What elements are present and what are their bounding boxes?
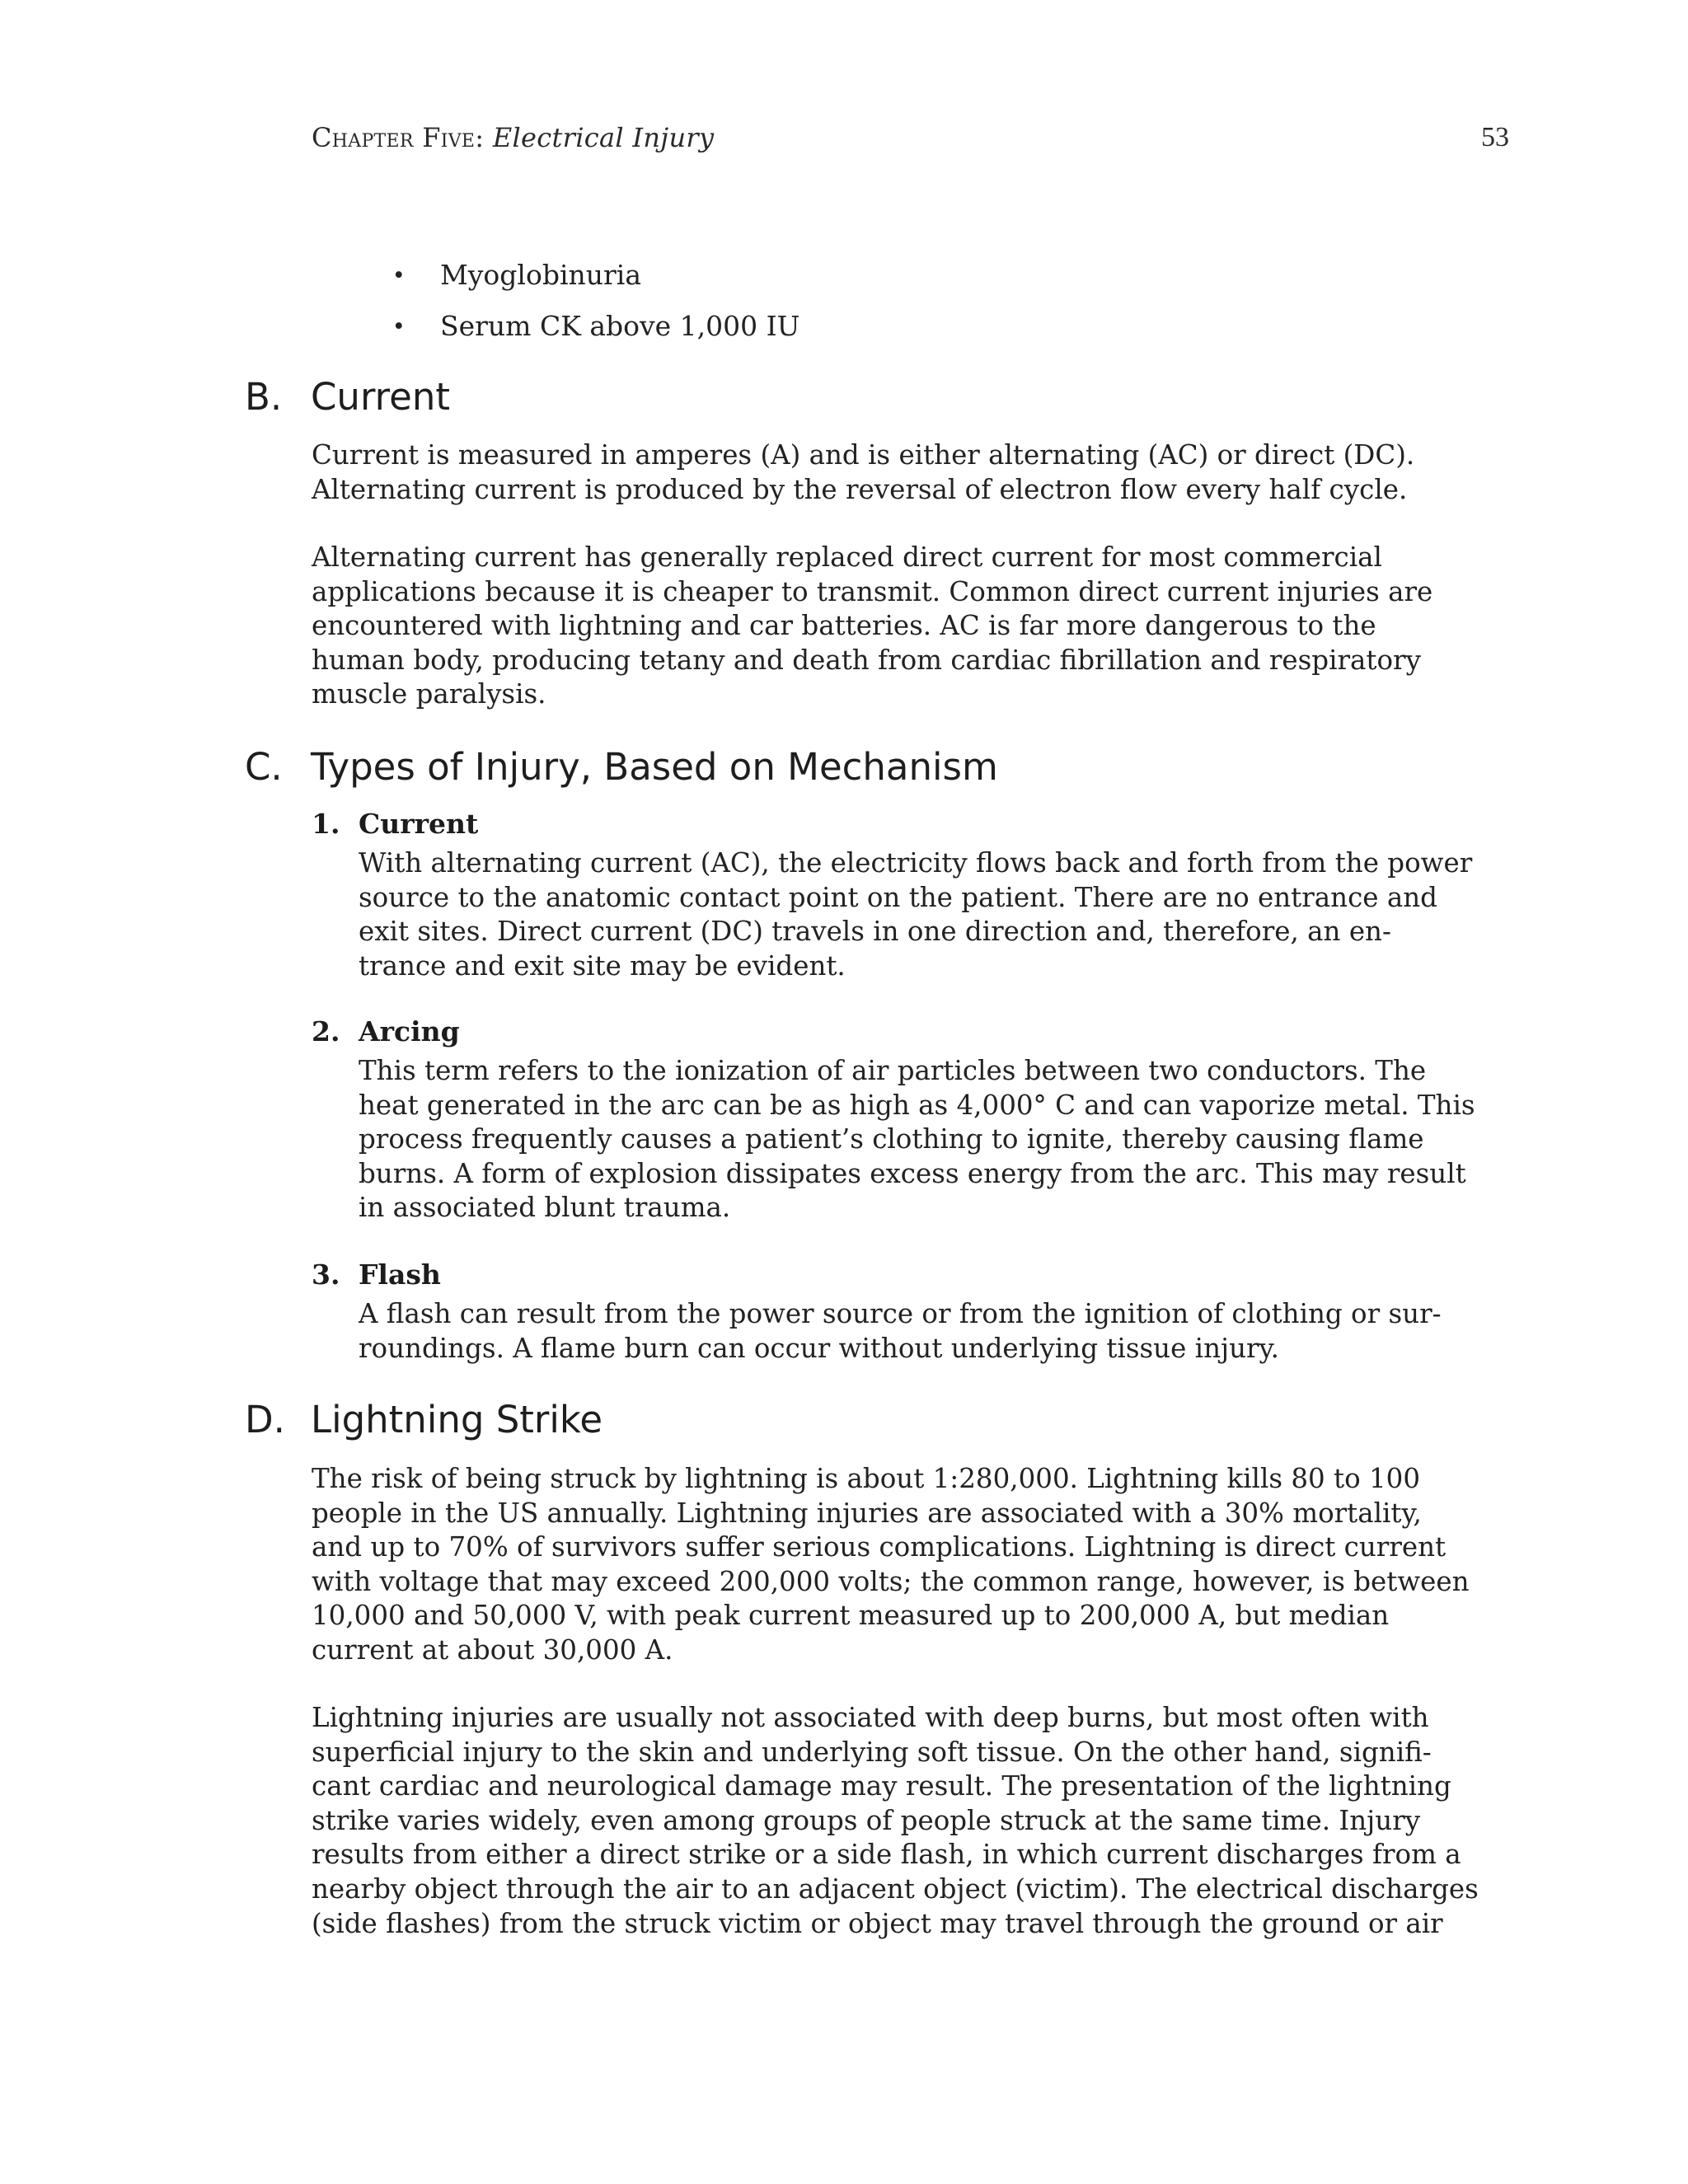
page-number: 53 bbox=[1481, 122, 1509, 152]
subsection-number: 1. bbox=[312, 808, 340, 840]
text-line: muscle paralysis. bbox=[312, 678, 546, 710]
text-line: people in the US annually. Lightning injuries are associated with a 30% mortality, bbox=[312, 1497, 1422, 1529]
section-heading-lightning-strike bbox=[245, 1398, 603, 1441]
chapter-title: Electrical Injury bbox=[492, 122, 715, 153]
list-item bbox=[389, 255, 799, 307]
text-line: source to the anatomic contact point on the patient. There are no entrance and bbox=[359, 881, 1437, 913]
text-line: Alternating current has generally replaced direct current for most commercial bbox=[312, 541, 1382, 573]
subsection-heading-flash bbox=[312, 1258, 441, 1291]
paragraph bbox=[359, 1297, 1442, 1366]
text-line: Alternating current is produced by the reversal of electron flow every half cycle. bbox=[312, 473, 1408, 505]
text-line: exit sites. Direct current (DC) travels in one direction and, therefore, an en- bbox=[359, 916, 1391, 948]
text-line: burns. A form of explosion dissipates excess energy from the arc. This may result bbox=[359, 1157, 1466, 1189]
text-line: superficial injury to the skin and underlying soft tissue. On the other hand, signifi- bbox=[312, 1736, 1432, 1768]
text-line: human body, producing tetany and death from cardiac fibrillation and respiratory bbox=[312, 644, 1421, 676]
text-line: With alternating current (AC), the electricity flows back and forth from the power bbox=[359, 847, 1473, 879]
text-line: heat generated in the arc can be as high as 4,000° C and can vaporize metal. This bbox=[359, 1089, 1475, 1121]
subsection-heading-arcing bbox=[312, 1015, 460, 1047]
text-line: strike varies widely, even among groups of people struck at the same time. Injury bbox=[312, 1804, 1421, 1836]
section-letter: B. bbox=[245, 375, 283, 419]
list-item bbox=[389, 307, 799, 358]
running-head bbox=[312, 122, 714, 153]
bullet-text: Serum CK above 1,000 IU bbox=[440, 310, 800, 342]
text-line: nearby object through the air to an adjacent object (victim). The electrical discharges bbox=[312, 1872, 1479, 1905]
subsection-title: Flash bbox=[359, 1258, 441, 1291]
section-letter: C. bbox=[245, 745, 283, 789]
text-line: in associated blunt trauma. bbox=[359, 1192, 731, 1224]
bullet-icon: • bbox=[394, 260, 404, 290]
text-line: The risk of being struck by lightning is about 1:280,000. Lightning kills 80 to 100 bbox=[312, 1463, 1421, 1494]
subsection-title: Arcing bbox=[359, 1015, 460, 1047]
subsection-number: 2. bbox=[312, 1015, 340, 1047]
text-line: 10,000 and 50,000 V, with peak current measured up to 200,000 A, but median bbox=[312, 1600, 1390, 1632]
subsection-title: Current bbox=[359, 808, 479, 840]
section-title: Current bbox=[311, 375, 451, 419]
text-line: Lightning injuries are usually not associated with deep burns, but most often with bbox=[312, 1702, 1429, 1733]
section-heading-types-of-injury bbox=[245, 745, 998, 789]
text-line: This term refers to the ionization of air particles between two conductors. The bbox=[359, 1055, 1427, 1086]
section-heading-current bbox=[245, 375, 451, 419]
paragraph bbox=[359, 846, 1472, 983]
text-line: process frequently causes a patient’s clothing to ignite, thereby causing flame bbox=[359, 1123, 1424, 1155]
section-title: Lightning Strike bbox=[311, 1398, 603, 1441]
subsection-heading-current bbox=[312, 808, 478, 840]
subsection-number: 3. bbox=[312, 1258, 340, 1291]
text-line: with voltage that may exceed 200,000 volts; the common range, however, is between bbox=[312, 1565, 1470, 1597]
paragraph bbox=[312, 1462, 1470, 1668]
paragraph bbox=[359, 1054, 1475, 1226]
text-line: trance and exit site may be evident. bbox=[359, 949, 846, 982]
text-line: and up to 70% of survivors suffer serious complications. Lightning is direct current bbox=[312, 1531, 1447, 1563]
text-line: applications because it is cheaper to transmit. Common direct current injuries are bbox=[312, 575, 1433, 607]
text-line: roundings. A flame burn can occur without underlying tissue injury. bbox=[359, 1332, 1279, 1364]
text-line: current at about 30,000 A. bbox=[312, 1633, 673, 1666]
text-line: encountered with lightning and car batteries. AC is far more dangerous to the bbox=[312, 610, 1376, 642]
bullet-text: Myoglobinuria bbox=[440, 259, 642, 291]
section-title: Types of Injury, Based on Mechanism bbox=[311, 745, 998, 789]
text-line: (side flashes) from the struck victim or object may travel through the ground or air bbox=[312, 1907, 1443, 1939]
bullet-list bbox=[389, 255, 799, 358]
chapter-label: Chapter Five: bbox=[312, 122, 485, 153]
bullet-icon: • bbox=[394, 312, 404, 341]
section-letter: D. bbox=[245, 1398, 285, 1441]
paragraph bbox=[312, 438, 1414, 507]
paragraph bbox=[312, 1701, 1479, 1941]
text-line: A flash can result from the power source or from the ignition of clothing or sur- bbox=[359, 1298, 1442, 1329]
text-line: cant cardiac and neurological damage may result. The presentation of the lightning bbox=[312, 1770, 1451, 1802]
paragraph bbox=[312, 541, 1432, 712]
text-line: Current is measured in amperes (A) and is either alternating (AC) or direct (DC). bbox=[312, 439, 1415, 471]
text-line: results from either a direct strike or a side flash, in which current discharges from a bbox=[312, 1839, 1461, 1871]
